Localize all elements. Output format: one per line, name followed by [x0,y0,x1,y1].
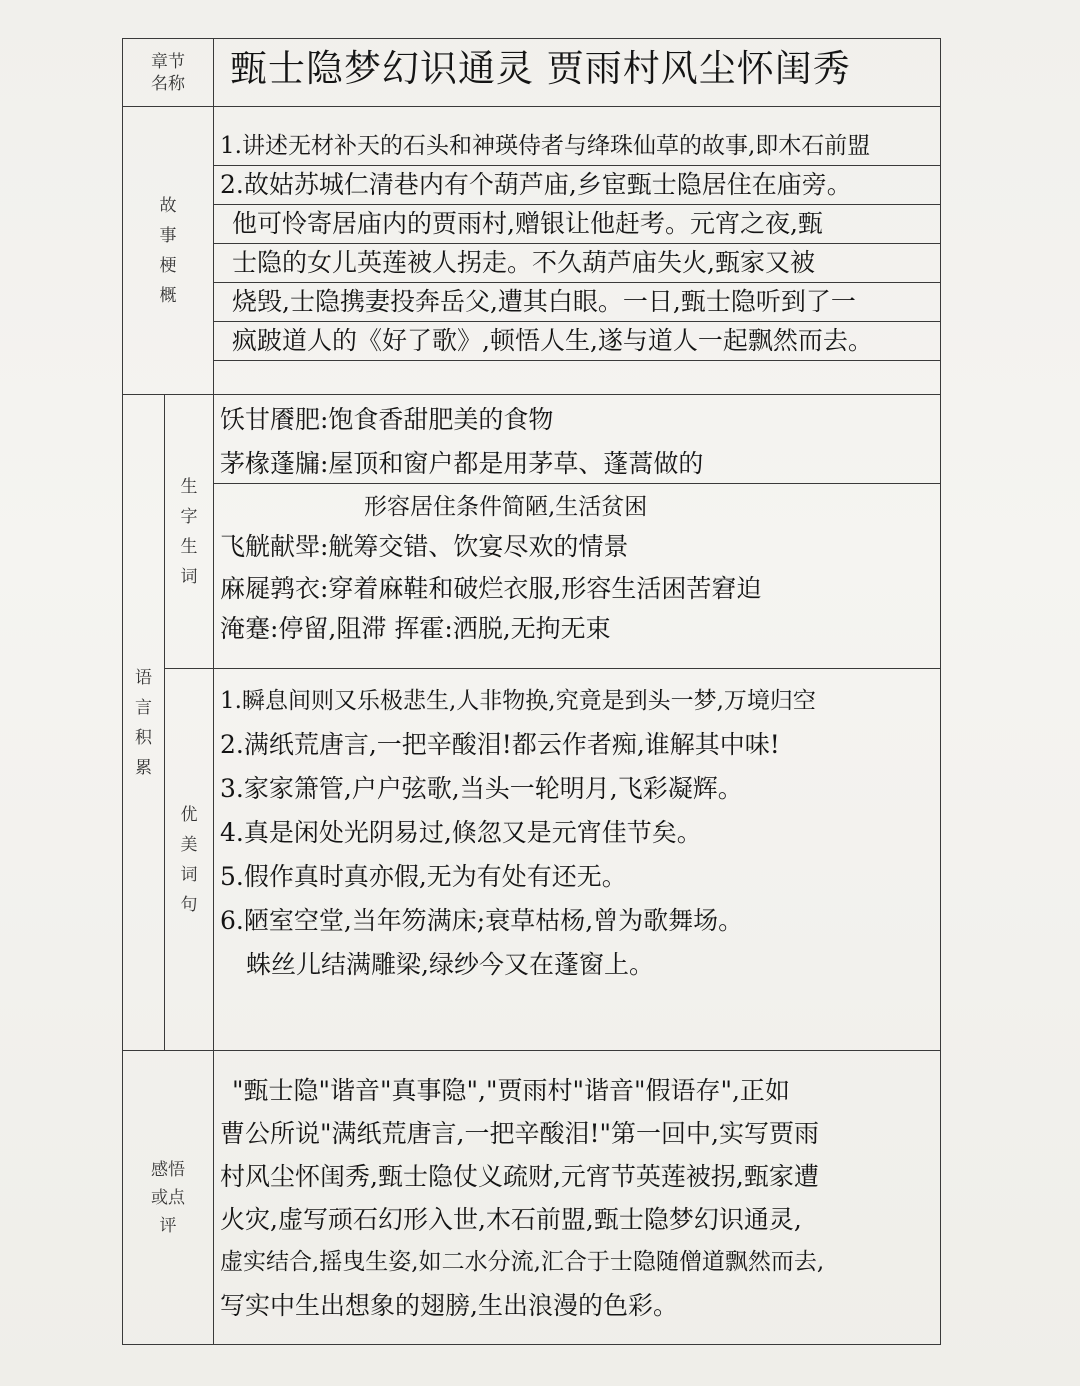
phrase-line: 3.家家箫管,户户弦歌,当头一轮明月,飞彩凝辉。 [220,774,743,803]
phrase-line: 5.假作真时真亦假,无为有处有还无。 [220,862,627,891]
phrase-line: 2.满纸荒唐言,一把辛酸泪!都云作者痴,谁解其中味! [220,730,780,759]
story-line: 他可怜寄居庙内的贾雨村,赠银让他赶考。元宵之夜,甄 [214,205,940,244]
story-line: 烧毁,士隐携妻投奔岳父,遭其白眼。一日,甄士隐听到了一 [214,283,940,322]
vocab-row [123,395,941,669]
language-label: 语言积累 [123,395,165,1051]
reflection-line: "甄士隐"谐音"真事隐","贾雨村"谐音"假语存",正如 [232,1076,790,1105]
vocab-line: 飞觥献斝:觥筹交错、饮宴尽欢的情景 [220,532,629,561]
reflection-line: 曹公所说"满纸荒唐言,一把辛酸泪!"第一回中,实写贾雨 [220,1119,819,1148]
vocab-line: 麻屣鹑衣:穿着麻鞋和破烂衣服,形容生活困苦窘迫 [220,574,762,603]
story-line: 2.故姑苏城仁清巷内有个葫芦庙,乡宦甄士隐居住在庙旁。 [214,166,940,205]
story-line: 士隐的女儿英莲被人拐走。不久葫芦庙失火,甄家又被 [214,244,940,283]
phrase-line: 蛛丝儿结满雕梁,绿纱今又在蓬窗上。 [246,950,654,979]
reflection-label: 感悟或点评 [123,1051,214,1345]
vocab-line: 饫甘餍肥:饱食香甜肥美的食物 [220,405,554,434]
chapter-title-cell [214,39,941,107]
reflection-line: 写实中生出想象的翅膀,生出浪漫的色彩。 [220,1291,678,1320]
vocab-label: 生字生词 [165,395,214,669]
vocab-line: 茅椽蓬牖:屋顶和窗户都是用茅草、蓬蒿做的 [214,445,940,484]
phrases-row [123,669,941,1051]
phrases-label: 优美词句 [165,669,214,1051]
story-line: 1.讲述无材补天的石头和神瑛侍者与绛珠仙草的故事,即木石前盟 [214,127,940,166]
reflection-line: 虚实结合,摇曳生姿,如二水分流,汇合于士隐随僧道飘然而去, [220,1249,825,1275]
vocab-line: 淹蹇:停留,阻滞 挥霍:洒脱,无拘无束 [220,614,611,643]
story-content [214,107,941,395]
chapter-row [123,39,941,107]
reflection-row [123,1051,941,1345]
phrase-line: 1.瞬息间则又乐极悲生,人非物换,究竟是到头一梦,万境归空 [220,688,816,714]
story-label: 故事梗概 [123,107,214,395]
vocab-content [214,395,941,669]
reflection-line: 火灾,虚写顽石幻形入世,木石前盟,甄士隐梦幻识通灵, [220,1205,802,1234]
phrase-line: 4.真是闲处光阴易过,倏忽又是元宵佳节矣。 [220,818,702,847]
phrases-content [214,669,941,1051]
vocab-line: 形容居住条件简陋,生活贫困 [364,494,648,520]
story-line: 疯跛道人的《好了歌》,顿悟人生,遂与道人一起飘然而去。 [214,322,940,361]
phrase-line: 6.陋室空堂,当年笏满床;衰草枯杨,曾为歌舞场。 [220,906,744,935]
chapter-title: 甄士隐梦幻识通灵 贾雨村风尘怀闺秀 [230,47,851,90]
reading-notes-table [122,38,941,1345]
reflection-line: 村风尘怀闺秀,甄士隐仗义疏财,元宵节英莲被拐,甄家遭 [220,1162,819,1191]
reflection-content [214,1051,941,1345]
chapter-label: 章节名称 [123,39,214,107]
story-row [123,107,941,395]
